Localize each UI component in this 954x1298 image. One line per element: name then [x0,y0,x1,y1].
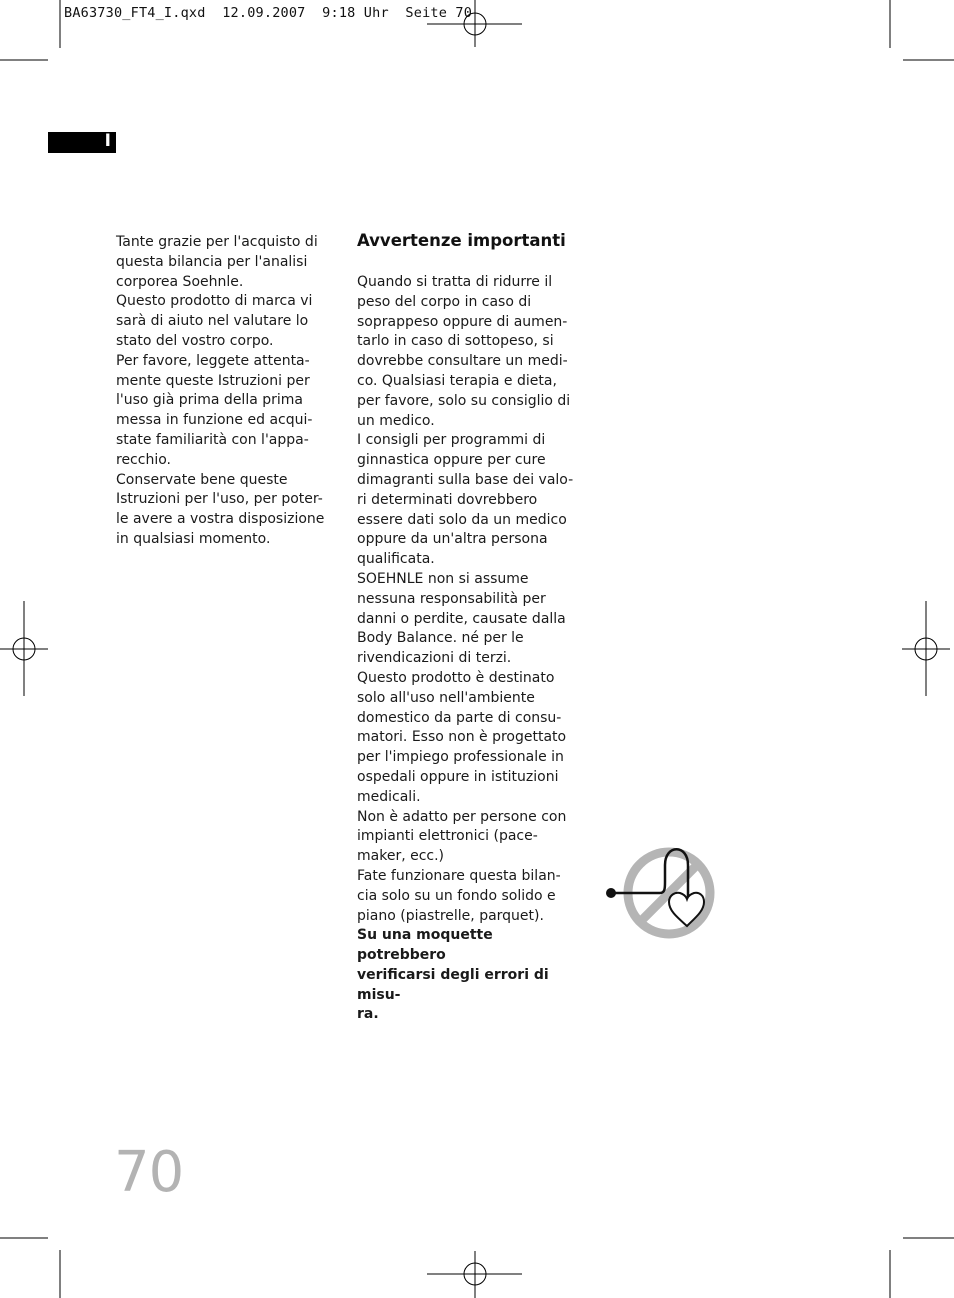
intro-column [116,233,331,550]
print-slug-line: BA63730_FT4_I.qxd 12.09.2007 9:18 Uhr Seite 70 [64,5,473,21]
warning-paragraph: Quando si tratta di ridurre il peso del corpo in caso di soprappeso oppure di aumen- tarlo in caso di sottopeso, si dovrebbe consultare un medi- co. Qualsiasi terapia e dieta, per favore, solo su consiglio di un medico. [357,274,571,429]
language-tab-label: I [104,131,111,151]
warning-paragraph: SOEHNLE non si assume nessuna responsabilità per danni o perdite, causate dalla Body Balance. né per le rivendicazioni di terzi. [357,570,566,667]
warning-paragraph: I consigli per programmi di ginnastica oppure per cure dimagranti sulla base dei valo- ri determinati dovrebbero essere dati solo da un medico oppure da un'altra persona qualificata. [357,432,574,568]
intro-paragraph: Tante grazie per l'acquisto di questa bilancia per l'analisi corporea Soehnle. [116,234,318,290]
intro-paragraph: Per favore, leggete attenta- mente queste Istruzioni per l'uso già prima della prima messa in funzione ed acqui- state familiarità con l'appa- recchio. [116,352,313,468]
language-tab [48,132,116,153]
page-number: 70 [114,1140,184,1205]
carpet-warning-note: Su una moquette potrebbero verificarsi degli errori di misu- ra. [357,927,549,1023]
warning-paragraph: Fate funzionare questa bilan- cia solo su un fondo solido e piano (piastrelle, parquet). [357,867,561,924]
warnings-column [357,273,577,1025]
warnings-heading: Avvertenze importanti [357,231,566,250]
warning-paragraph: Non è adatto per persone con impianti elettronici (pace- maker, ecc.) [357,808,567,865]
no-pacemaker-icon [598,840,722,946]
intro-paragraph: Conservate bene queste Istruzioni per l'uso, per poter- le avere a vostra disposizione in qualsiasi momento. [116,471,325,547]
warning-paragraph: Questo prodotto è destinato solo all'uso nell'ambiente domestico da parte di consu- matori. Esso non è progettato per l'impiego professionale in ospedali oppure in istituzioni medicali. [357,669,567,805]
intro-paragraph: Questo prodotto di marca vi sarà di aiuto nel valutare lo stato del vostro corpo. [116,293,313,349]
